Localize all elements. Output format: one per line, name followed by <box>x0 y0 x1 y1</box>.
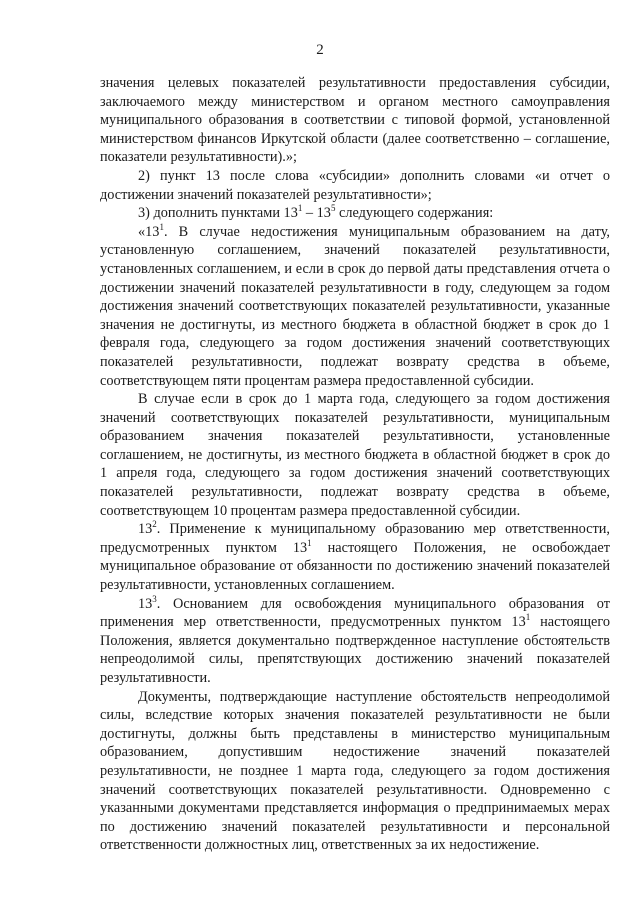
paragraph-clause-13-1: «$13^1$. В случае недостижения муниципальным образованием на дату, установленную соглашением, значений показателей результативности, установленных соглашением, и если в срок до первой даты представления отчета о достижении значений показателей результативности в году, следующем за годом достижения значений соответствующих показателей результативности, указанные значения не достигнуты, из местного бюджета в областной бюджет в срок до 1 февраля года, следующего за годом достижения значений соответствующих показателей результативности, подлежат возврату средства в объеме, соответствующем пяти процентам размера предоставленной субсидии. <box>100 221 610 389</box>
page-number: 2 <box>316 42 324 58</box>
document-body <box>100 74 610 855</box>
paragraph-continuation: значения целевых показателей результативности предоставления субсидии, заключаемого между министерством и органом местного самоуправления муниципального образования в соответствии с типовой формой, установленной министерством финансов Иркутской области (далее соответственно – соглашение, показатели результативности).»; <box>100 75 610 166</box>
paragraph-clause-13-2: $13^2$. Применение к муниципальному образованию мер ответственности, предусмотренных пунктом $13^1$ настоящего Положения, не освобождает муниципальное образование от обязанности по достижению значений показателей результативности, установленных соглашением. <box>100 519 610 594</box>
paragraph-clause-13-1-part-2: В случае если в срок до 1 марта года, следующего за годом достижения значений соответствующих показателей результативности, муниципальным образованием значения показателей результативности, установленные соглашением, не достигнуты, из местного бюджета в областной бюджет в срок до 1 апреля года, следующего за годом достижения значений соответствующих показателей результативности, подлежат возврату средства в объеме, соответствующем 10 процентам размера предоставленной субсидии. <box>100 391 610 519</box>
paragraph-item-2: 2) пункт 13 после слова «субсидии» дополнить словами «и отчет о достижении значений показателей результативности»; <box>100 167 610 203</box>
paragraph-item-3: 3) дополнить пунктами $13^1 - 13^5$ следующего содержания: <box>138 203 494 222</box>
paragraph-clause-13-3: $13^3$. Основанием для освобождения муниципального образования от применения мер ответственности, предусмотренных пунктом $13^1$ настоящего Положения, является документально подтвержденное наступление обстоятельств непреодолимой силы, препятствующих достижению значений показателей результативности. <box>100 593 610 686</box>
paragraph-clause-13-3-part-2: Документы, подтверждающие наступление обстоятельств непреодолимой силы, вследствие которых значения показателей результативности не были достигнуты, должны быть представлены в министерство муниципальным образованием, допустившим недостижение значений показателей результативности, не позднее 1 марта года, следующего за годом достижения значений соответствующих показателей результативности. Одновременно с указанными документами представляется информация о предпринимаемых мерах по достижению значений показателей результативности и персональной ответственности должностных лиц, ответственных за их недостижение. <box>100 688 610 854</box>
